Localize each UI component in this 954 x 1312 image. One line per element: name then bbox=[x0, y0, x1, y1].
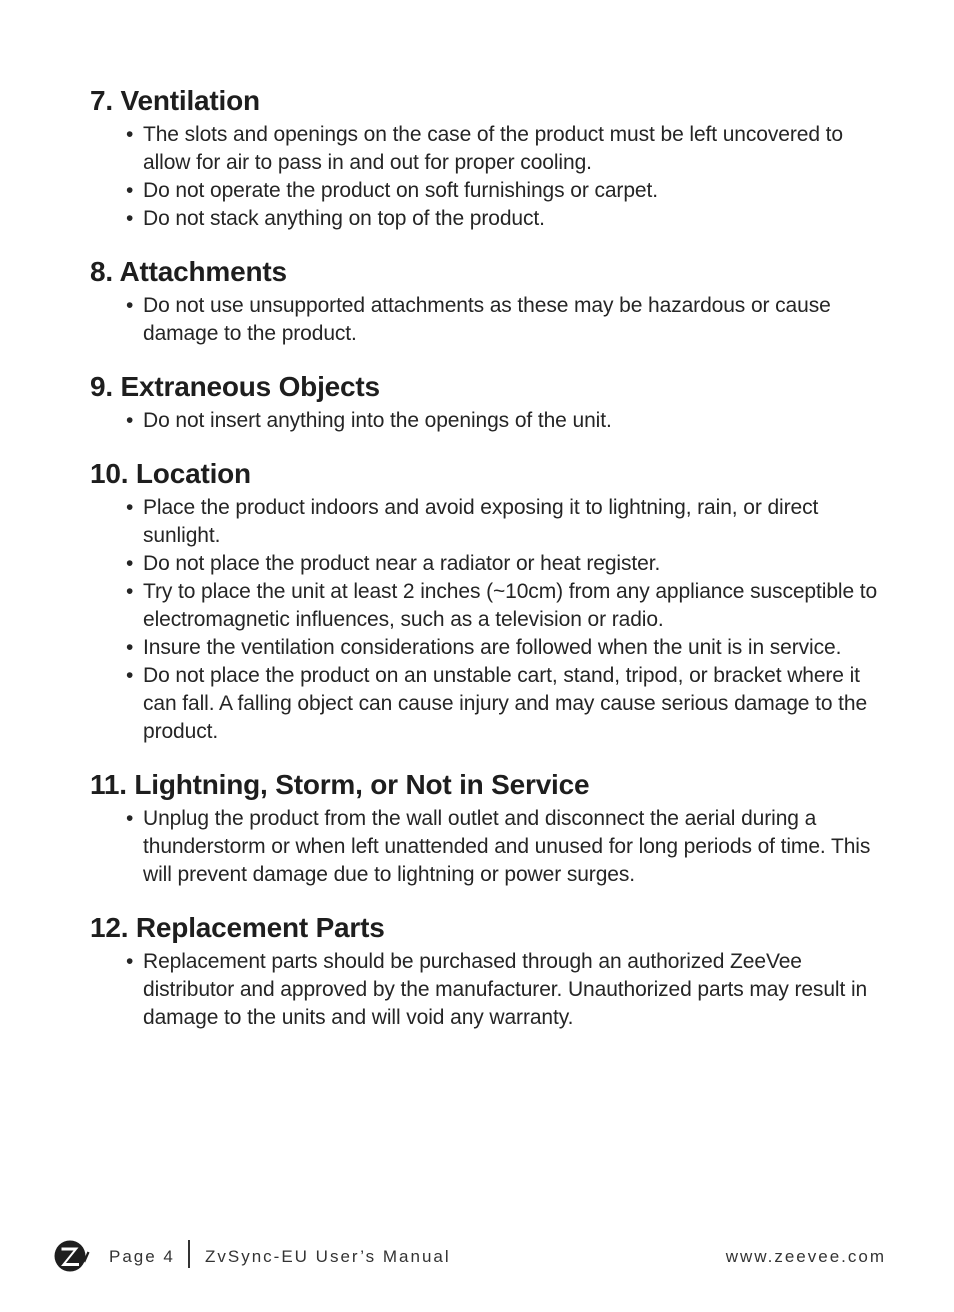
page-footer bbox=[54, 1238, 886, 1274]
bullet-item: • Do not stack anything on top of the product. bbox=[126, 205, 880, 233]
section-title: 11. Lightning, Storm, or Not in Service bbox=[90, 769, 590, 800]
bullet-item: • Try to place the unit at least 2 inches (~10cm) from any appliance susceptible to electromagnetic influences, such as a television or radio. bbox=[126, 578, 880, 634]
footer-divider bbox=[188, 1240, 190, 1268]
bullet-item: • The slots and openings on the case of the product must be left uncovered to allow for air to pass in and out for proper cooling. bbox=[126, 121, 880, 177]
section-title: 8. Attachments bbox=[90, 256, 287, 287]
section-title: 12. Replacement Parts bbox=[90, 912, 385, 943]
bullet-item: • Do not place the product on an unstable cart, stand, tripod, or bracket where it can fall. A falling object can cause injury and may cause serious damage to the product. bbox=[126, 662, 880, 746]
bullet-item: • Replacement parts should be purchased through an authorized ZeeVee distributor and approved by the manufacturer. Unauthorized parts may result in damage to the units and will void any warranty. bbox=[126, 948, 880, 1032]
footer-page-number: Page 4 bbox=[109, 1247, 175, 1266]
section-ventilation bbox=[90, 84, 880, 233]
bullet-item: • Place the product indoors and avoid exposing it to lightning, rain, or direct sunlight. bbox=[126, 494, 880, 550]
section-extraneous-objects bbox=[90, 370, 880, 435]
section-title: 10. Location bbox=[90, 458, 251, 489]
footer-manual-title: ZvSync-EU User’s Manual bbox=[205, 1247, 451, 1266]
bullet-list bbox=[90, 494, 880, 746]
bullet-item: • Unplug the product from the wall outlet and disconnect the aerial during a thunderstorm or when left unattended and unused for long periods of time. This will prevent damage due to lightning or power surges. bbox=[126, 805, 880, 889]
bullet-list bbox=[90, 292, 880, 348]
bullet-list bbox=[90, 121, 880, 233]
bullet-list bbox=[90, 948, 880, 1032]
bullet-item: • Do not use unsupported attachments as these may be hazardous or cause damage to the product. bbox=[126, 292, 880, 348]
footer-url: www.zeevee.com bbox=[725, 1247, 886, 1266]
section-lightning-storm bbox=[90, 768, 880, 889]
bullet-list bbox=[90, 805, 880, 889]
zeevee-logo-icon bbox=[54, 1238, 92, 1274]
bullet-item: • Do not place the product near a radiator or heat register. bbox=[126, 550, 880, 578]
bullet-item: • Do not operate the product on soft furnishings or carpet. bbox=[126, 177, 880, 205]
section-attachments bbox=[90, 255, 880, 348]
page-content bbox=[90, 84, 880, 1054]
section-title: 9. Extraneous Objects bbox=[90, 371, 380, 402]
section-location bbox=[90, 457, 880, 746]
bullet-item: • Insure the ventilation considerations are followed when the unit is in service. bbox=[126, 634, 880, 662]
section-replacement-parts bbox=[90, 911, 880, 1032]
section-title: 7. Ventilation bbox=[90, 85, 260, 116]
bullet-list bbox=[90, 407, 880, 435]
bullet-item: • Do not insert anything into the openings of the unit. bbox=[126, 407, 880, 435]
